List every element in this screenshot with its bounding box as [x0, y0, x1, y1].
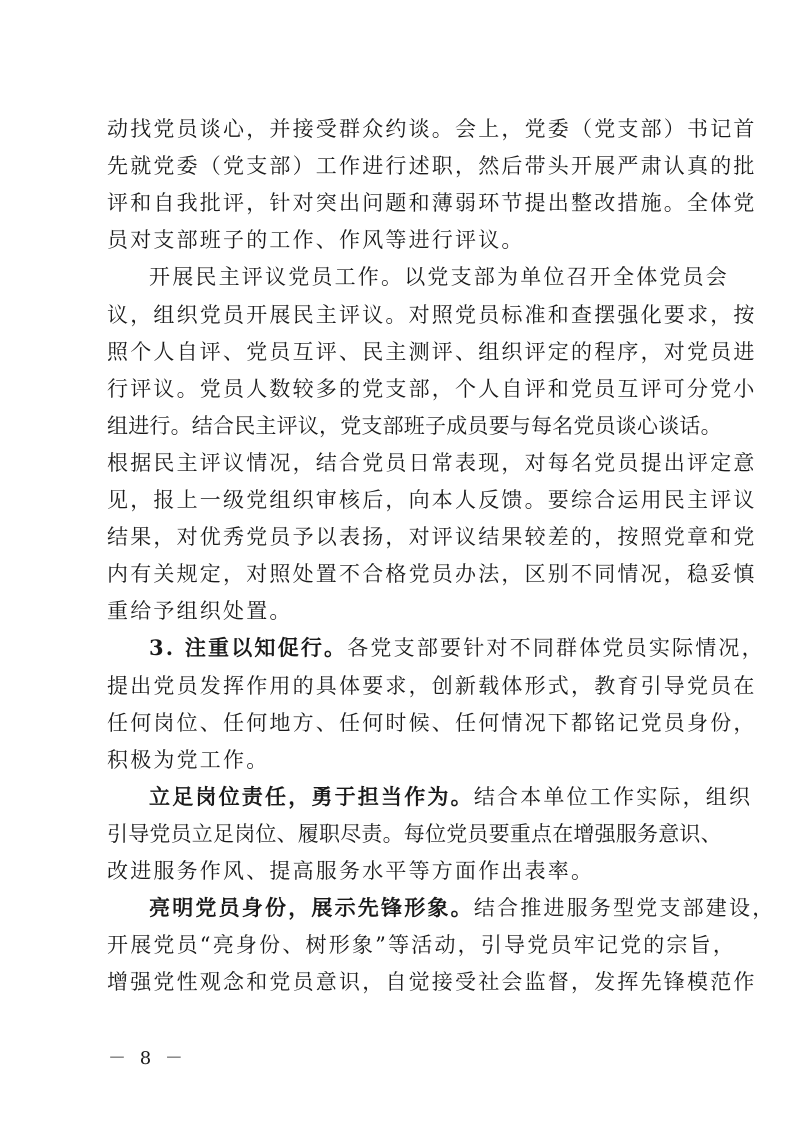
paragraph-line: 任何岗位、任何地方、任何时候、任何情况下都铭记党员身份， [107, 711, 757, 735]
paragraph-line: 议，组织党员开展民主评议。对照党员标准和查摆强化要求，按 [107, 303, 757, 327]
paragraph-line: 重给予组织处置。 [107, 599, 293, 623]
section-heading: 3. 注重以知促行。 [149, 635, 348, 660]
section-heading: 亮明党员身份，展示先锋形象。 [149, 895, 474, 920]
paragraph-line: 先就党委（党支部）工作进行述职，然后带头开展严肃认真的批 [107, 154, 757, 178]
paragraph-line [149, 784, 753, 809]
paragraph-line: 动找党员谈心，并接受群众约谈。会上，党委（党支部）书记首 [107, 117, 757, 141]
paragraph-line: 引导党员立足岗位、履职尽责。每位党员要重点在增强服务意识、 [107, 822, 722, 846]
paragraph-line: 改进服务作风、提高服务水平等方面作出表率。 [107, 859, 595, 883]
paragraph-line: 组进行。结合民主评议，党支部班子成员要与每名党员谈心谈话。 [107, 414, 722, 438]
paragraph-line: 开展民主评议党员工作。以党支部为单位召开全体党员会 [149, 265, 729, 289]
paragraph-line: 见，报上一级党组织审核后，向本人反馈。要综合运用民主评议 [107, 488, 757, 512]
paragraph-line [149, 895, 776, 920]
paragraph-text: 结合推进服务型党支部建设， [473, 896, 776, 920]
paragraph-line: 增强党性观念和党员意识，自觉接受社会监督，发挥先锋模范作 [107, 970, 757, 994]
paragraph-line: 结果，对优秀党员予以表扬，对评议结果较差的，按照党章和党 [107, 525, 757, 549]
section-heading: 立足岗位责任，勇于担当作为。 [149, 784, 474, 809]
paragraph-line: 开展党员“亮身份、树形象”等活动，引导党员牢记党的宗旨， [107, 933, 737, 957]
paragraph-text: 各党支部要针对不同群体党员实际情况， [347, 636, 765, 660]
page-number: － 8 － [108, 1048, 187, 1069]
paragraph-line [149, 635, 765, 660]
paragraph-line: 提出党员发挥作用的具体要求，创新载体形式，教育引导党员在 [107, 674, 757, 698]
paragraph-line: 照个人自评、党员互评、民主测评、组织评定的程序，对党员进 [107, 340, 757, 364]
paragraph-line: 行评议。党员人数较多的党支部，个人自评和党员互评可分党小 [107, 377, 757, 401]
paragraph-line: 积极为党工作。 [107, 748, 270, 772]
paragraph-line: 根据民主评议情况，结合党员日常表现，对每名党员提出评定意 [107, 451, 757, 475]
paragraph-line: 评和自我批评，针对突出问题和薄弱环节提出整改措施。全体党 [107, 191, 757, 215]
paragraph-text: 结合本单位工作实际，组织 [473, 785, 753, 809]
paragraph-line: 员对支部班子的工作、作风等进行评议。 [107, 228, 525, 252]
paragraph-line: 内有关规定，对照处置不合格党员办法，区别不同情况，稳妥慎 [107, 562, 757, 586]
